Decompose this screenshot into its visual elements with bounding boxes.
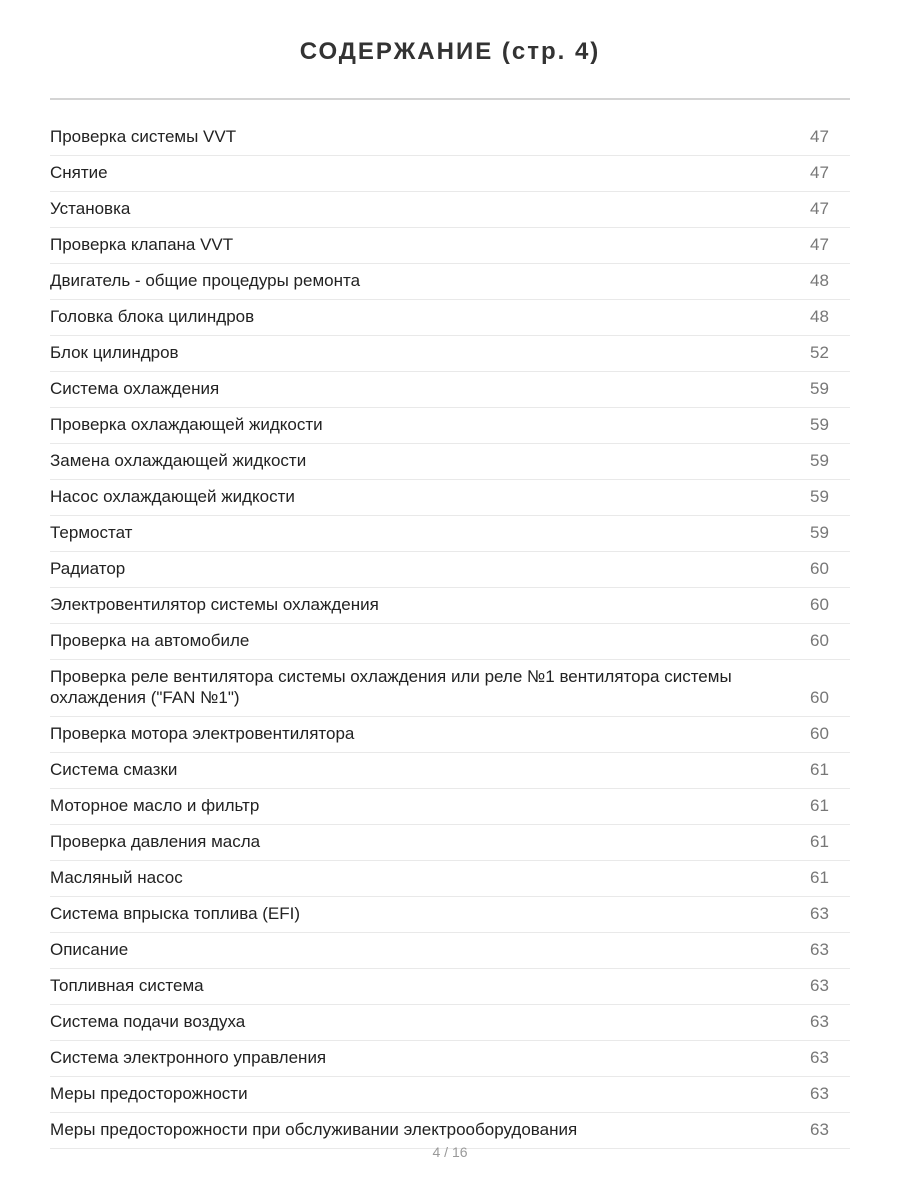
toc-entry-page: 60 bbox=[810, 595, 829, 614]
toc-entry[interactable] bbox=[50, 1041, 850, 1077]
toc-entry-page: 61 bbox=[810, 760, 829, 779]
toc-entry-page: 52 bbox=[810, 343, 829, 362]
toc-entry-title[interactable]: Двигатель - общие процедуры ремонта bbox=[50, 271, 361, 290]
toc-entry-page: 47 bbox=[810, 127, 829, 146]
toc-entry[interactable] bbox=[50, 156, 850, 192]
toc-entry[interactable] bbox=[50, 336, 850, 372]
toc-entry[interactable] bbox=[50, 897, 850, 933]
toc-entry-page: 59 bbox=[810, 415, 829, 434]
toc-entry[interactable] bbox=[50, 1077, 850, 1113]
toc-entry-title[interactable]: Моторное масло и фильтр bbox=[50, 796, 260, 815]
toc-entry-page: 61 bbox=[810, 796, 829, 815]
toc-entry[interactable] bbox=[50, 825, 850, 861]
toc-entry[interactable] bbox=[50, 228, 850, 264]
toc-entry-title[interactable]: Проверка клапана VVT bbox=[50, 235, 234, 254]
toc-entry-page: 63 bbox=[810, 904, 829, 923]
toc-entry[interactable] bbox=[50, 264, 850, 300]
toc-entry-title[interactable]: Проверка реле вентилятора системы охлаждения или реле №1 вентилятора системы охлаждения ("FAN №1") bbox=[50, 667, 732, 707]
toc-entry[interactable] bbox=[50, 789, 850, 825]
toc-entry-title[interactable]: Меры предосторожности при обслуживании электрооборудования bbox=[50, 1120, 578, 1139]
toc-entry-title[interactable]: Электровентилятор системы охлаждения bbox=[50, 595, 379, 614]
toc-entry[interactable] bbox=[50, 660, 850, 717]
toc-entry[interactable] bbox=[50, 408, 850, 444]
toc-entry-title[interactable]: Проверка охлаждающей жидкости bbox=[50, 415, 323, 434]
toc-entry-page: 63 bbox=[810, 1012, 829, 1031]
toc-entry[interactable] bbox=[50, 480, 850, 516]
toc-entry-page: 60 bbox=[810, 688, 829, 707]
toc-entry-page: 60 bbox=[810, 724, 829, 743]
toc-entry-page: 59 bbox=[810, 379, 829, 398]
toc-entry-page: 60 bbox=[810, 559, 829, 578]
toc-entry-title[interactable]: Головка блока цилиндров bbox=[50, 307, 255, 326]
toc-entry-title[interactable]: Топливная система bbox=[50, 976, 204, 995]
toc-entry[interactable] bbox=[50, 717, 850, 753]
toc-entry[interactable] bbox=[50, 300, 850, 336]
toc-entry-title[interactable]: Масляный насос bbox=[50, 868, 183, 887]
toc-entry-page: 63 bbox=[810, 1120, 829, 1139]
toc-entry-page: 47 bbox=[810, 199, 829, 218]
toc-entry-title[interactable]: Блок цилиндров bbox=[50, 343, 179, 362]
toc-entry[interactable] bbox=[50, 753, 850, 789]
toc-entry-title[interactable]: Система охлаждения bbox=[50, 379, 220, 398]
toc-entry-title[interactable]: Проверка системы VVT bbox=[50, 127, 237, 146]
toc-entry-page: 63 bbox=[810, 1084, 829, 1103]
toc-entry-title[interactable]: Меры предосторожности bbox=[50, 1084, 248, 1103]
toc-entry[interactable] bbox=[50, 192, 850, 228]
toc-entry-page: 61 bbox=[810, 868, 829, 887]
toc-entry[interactable] bbox=[50, 552, 850, 588]
toc-entry-title[interactable]: Термостат bbox=[50, 523, 133, 542]
toc-entry-title[interactable]: Проверка давления масла bbox=[50, 832, 261, 851]
toc-entry-title[interactable]: Описание bbox=[50, 940, 129, 959]
toc-entry-page: 59 bbox=[810, 523, 829, 542]
toc-entry-title[interactable]: Проверка мотора электровентилятора bbox=[50, 724, 355, 743]
toc-entry-page: 47 bbox=[810, 163, 829, 182]
toc-entry[interactable] bbox=[50, 444, 850, 480]
page-counter: 4 / 16 bbox=[432, 1144, 468, 1160]
toc-entry-title[interactable]: Замена охлаждающей жидкости bbox=[50, 451, 307, 470]
toc-entry[interactable] bbox=[50, 372, 850, 408]
toc-entry[interactable] bbox=[50, 969, 850, 1005]
toc-entry-page: 63 bbox=[810, 940, 829, 959]
toc-entry[interactable] bbox=[50, 624, 850, 660]
toc-entry-page: 48 bbox=[810, 271, 829, 290]
toc-entry-page: 63 bbox=[810, 976, 829, 995]
toc-entry-title[interactable]: Система подачи воздуха bbox=[50, 1012, 246, 1031]
toc-entry-page: 47 bbox=[810, 235, 829, 254]
toc-entry-page: 48 bbox=[810, 307, 829, 326]
toc-entry-page: 59 bbox=[810, 451, 829, 470]
table-of-contents bbox=[50, 120, 850, 1149]
toc-entry-title[interactable]: Система впрыска топлива (EFI) bbox=[50, 904, 301, 923]
toc-entry[interactable] bbox=[50, 516, 850, 552]
title-divider bbox=[50, 98, 850, 100]
toc-entry-title[interactable]: Система смазки bbox=[50, 760, 178, 779]
page-title: СОДЕРЖАНИЕ (стр. 4) bbox=[299, 38, 601, 65]
toc-entry-title[interactable]: Радиатор bbox=[50, 559, 126, 578]
toc-entry-title[interactable]: Проверка на автомобиле bbox=[50, 631, 250, 650]
toc-entry-page: 59 bbox=[810, 487, 829, 506]
toc-entry[interactable] bbox=[50, 1005, 850, 1041]
toc-entry-title[interactable]: Система электронного управления bbox=[50, 1048, 327, 1067]
toc-entry-title[interactable]: Снятие bbox=[50, 163, 108, 182]
toc-entry-page: 60 bbox=[810, 631, 829, 650]
toc-entry-page: 61 bbox=[810, 832, 829, 851]
toc-entry[interactable] bbox=[50, 120, 850, 156]
toc-entry[interactable] bbox=[50, 588, 850, 624]
toc-entry-page: 63 bbox=[810, 1048, 829, 1067]
toc-entry[interactable] bbox=[50, 933, 850, 969]
toc-entry[interactable] bbox=[50, 861, 850, 897]
toc-entry-title[interactable]: Насос охлаждающей жидкости bbox=[50, 487, 295, 506]
toc-entry-title[interactable]: Установка bbox=[50, 199, 131, 218]
